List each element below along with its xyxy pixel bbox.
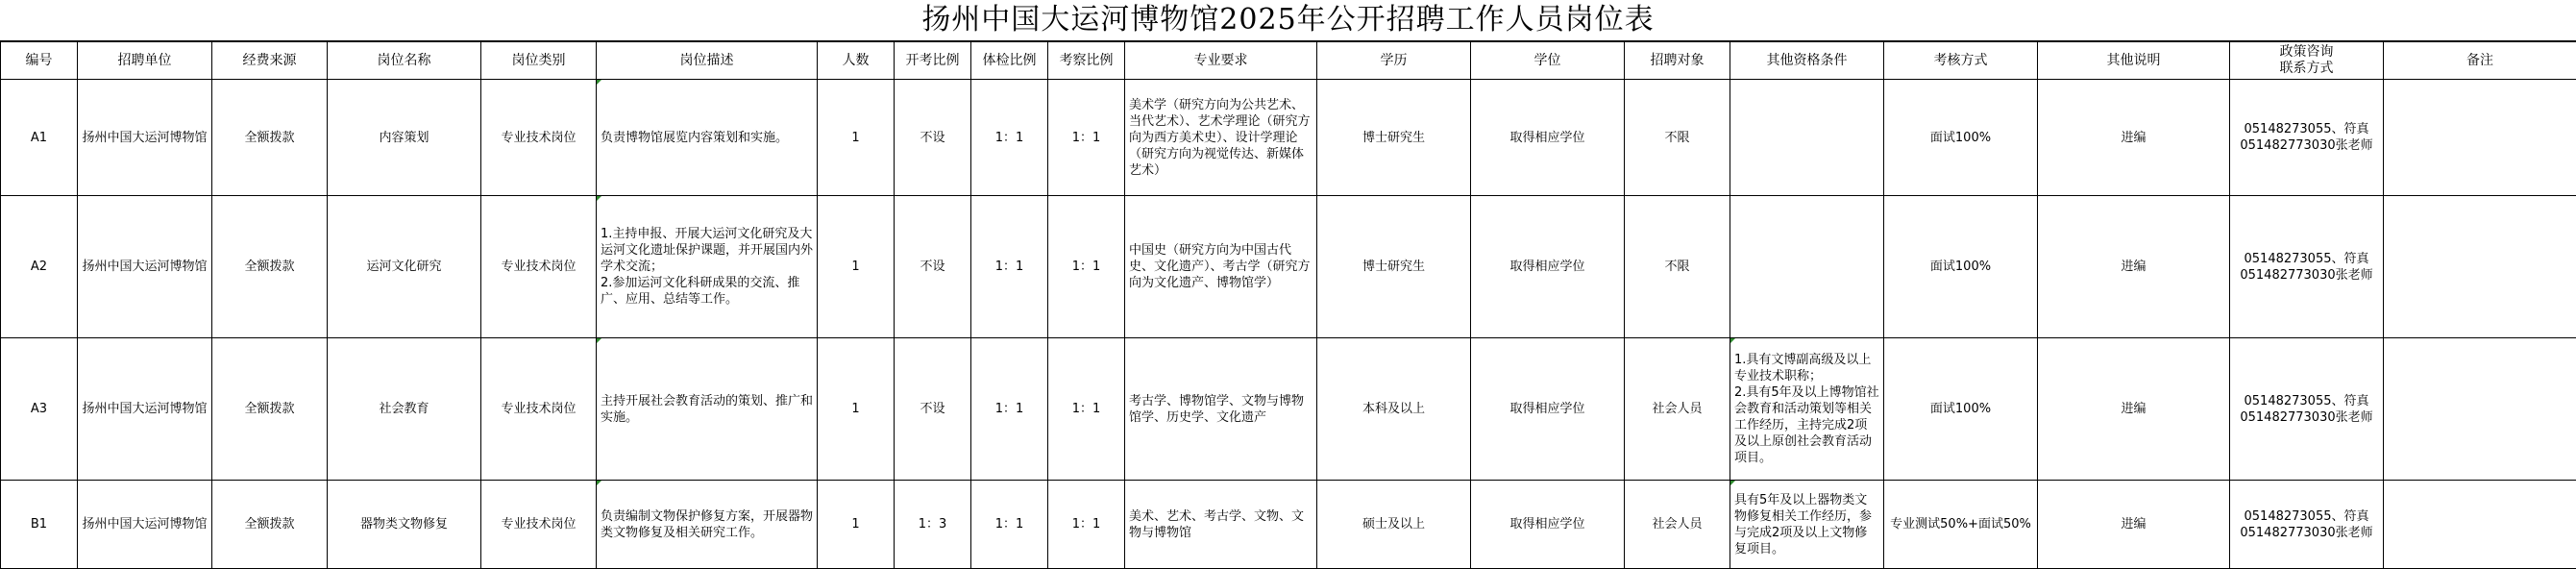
major-requirement: 美术学（研究方向为公共艺术、当代艺术）、艺术学理论（研究方向为西方美术史）、设计学理论（研究方向为视觉传达、新媒体艺术） xyxy=(1129,97,1313,179)
column-header: 岗位名称 xyxy=(328,42,481,80)
inspection-ratio: 1：1 xyxy=(1052,259,1120,275)
post-name: 社会教育 xyxy=(331,401,477,417)
recruit-target-cell xyxy=(1625,481,1730,569)
sheet-title: 扬州中国大运河博物馆2025年公开招聘工作人员岗位表 xyxy=(0,0,2576,41)
post-description: 1.主持申报、开展大运河文化研究及大运河文化遗址保护课题，并开展国内外学术交流； 2.参加运河文化科研成果的交流、推广、应用、总结等工作。 xyxy=(601,226,813,308)
headcount: 1 xyxy=(822,259,890,275)
exam-ratio: 1：3 xyxy=(898,516,967,532)
column-header: 开考比例 xyxy=(895,42,971,80)
funding-source-cell xyxy=(212,481,328,569)
inspection-ratio: 1：1 xyxy=(1052,130,1120,146)
post-description-cell xyxy=(597,338,818,481)
major-requirement-cell xyxy=(1125,80,1317,196)
medical-ratio: 1：1 xyxy=(975,259,1043,275)
inspection-ratio-cell xyxy=(1048,338,1125,481)
row-id-cell xyxy=(1,481,78,569)
remark-cell xyxy=(2384,481,2576,569)
degree-cell xyxy=(1471,80,1625,196)
post-name-cell xyxy=(328,338,481,481)
headcount: 1 xyxy=(822,130,890,146)
major-requirement-cell xyxy=(1125,481,1317,569)
table-row xyxy=(1,80,2576,196)
remark-cell xyxy=(2384,80,2576,196)
post-category-cell xyxy=(481,196,597,338)
column-header: 人数 xyxy=(818,42,895,80)
column-header: 其他说明 xyxy=(2038,42,2230,80)
exam-ratio: 不设 xyxy=(898,401,967,417)
funding-source: 全额拨款 xyxy=(216,259,323,275)
post-description: 负责编制文物保护修复方案，开展器物类文物修复及相关研究工作。 xyxy=(601,508,813,541)
inspection-ratio-cell xyxy=(1048,196,1125,338)
assessment-method: 面试100% xyxy=(1888,259,2033,275)
recruit-target-cell xyxy=(1625,338,1730,481)
education: 博士研究生 xyxy=(1321,130,1466,146)
assessment-method: 面试100% xyxy=(1888,130,2033,146)
degree: 取得相应学位 xyxy=(1475,401,1620,417)
headcount-cell xyxy=(818,338,895,481)
column-header: 政策咨询 联系方式 xyxy=(2230,42,2384,80)
row-id: B1 xyxy=(5,516,73,532)
column-header: 学位 xyxy=(1471,42,1625,80)
post-description-cell xyxy=(597,196,818,338)
other-qualifications-cell xyxy=(1730,80,1884,196)
column-header: 招聘单位 xyxy=(78,42,212,80)
column-header: 专业要求 xyxy=(1125,42,1317,80)
other-qualifications: 1.具有文博副高级及以上专业技术职称； 2.具有5年及以上博物馆社会教育和活动策划等相关工作经历，主持完成2项及以上原创社会教育活动项目。 xyxy=(1734,352,1879,466)
other-qualifications: 具有5年及以上器物类文物修复相关工作经历，参与完成2项及以上文物修复项目。 xyxy=(1734,492,1879,557)
assessment-method-cell xyxy=(1884,80,2038,196)
assessment-method-cell xyxy=(1884,338,2038,481)
other-notes-cell xyxy=(2038,196,2230,338)
major-requirement-cell xyxy=(1125,338,1317,481)
education: 本科及以上 xyxy=(1321,401,1466,417)
other-notes: 进编 xyxy=(2042,259,2225,275)
medical-ratio-cell xyxy=(971,481,1048,569)
inspection-ratio: 1：1 xyxy=(1052,516,1120,532)
recruiting-unit-cell xyxy=(78,196,212,338)
column-header: 其他资格条件 xyxy=(1730,42,1884,80)
degree-cell xyxy=(1471,481,1625,569)
funding-source-cell xyxy=(212,338,328,481)
education: 硕士及以上 xyxy=(1321,516,1466,532)
exam-ratio-cell xyxy=(895,80,971,196)
recruiting-unit: 扬州中国大运河博物馆 xyxy=(82,516,208,532)
recruit-target: 社会人员 xyxy=(1629,401,1726,417)
assessment-method: 专业测试50%+面试50% xyxy=(1888,516,2033,532)
post-category: 专业技术岗位 xyxy=(485,401,592,417)
recruiting-unit-cell xyxy=(78,338,212,481)
recruiting-unit: 扬州中国大运河博物馆 xyxy=(82,259,208,275)
inspection-ratio-cell xyxy=(1048,80,1125,196)
headcount-cell xyxy=(818,481,895,569)
post-description-cell xyxy=(597,481,818,569)
exam-ratio-cell xyxy=(895,481,971,569)
degree-cell xyxy=(1471,196,1625,338)
headcount: 1 xyxy=(822,401,890,417)
post-category-cell xyxy=(481,338,597,481)
medical-ratio: 1：1 xyxy=(975,401,1043,417)
post-name: 器物类文物修复 xyxy=(331,516,477,532)
medical-ratio-cell xyxy=(971,338,1048,481)
post-name: 运河文化研究 xyxy=(331,259,477,275)
remark-cell xyxy=(2384,196,2576,338)
education-cell xyxy=(1317,481,1471,569)
policy-contact-cell xyxy=(2230,80,2384,196)
column-header: 学历 xyxy=(1317,42,1471,80)
assessment-method-cell xyxy=(1884,481,2038,569)
medical-ratio-cell xyxy=(971,196,1048,338)
column-header: 招聘对象 xyxy=(1625,42,1730,80)
policy-contact: 05148273055、符真 051482773030张老师 xyxy=(2234,121,2379,154)
row-id-cell xyxy=(1,338,78,481)
funding-source: 全额拨款 xyxy=(216,516,323,532)
other-qualifications-cell xyxy=(1730,481,1884,569)
recruiting-unit-cell xyxy=(78,80,212,196)
other-qualifications-cell xyxy=(1730,338,1884,481)
post-description: 负责博物馆展览内容策划和实施。 xyxy=(601,130,813,146)
policy-contact-cell xyxy=(2230,338,2384,481)
headcount: 1 xyxy=(822,516,890,532)
post-description-cell xyxy=(597,80,818,196)
education-cell xyxy=(1317,338,1471,481)
policy-contact: 05148273055、符真 051482773030张老师 xyxy=(2234,393,2379,426)
post-name-cell xyxy=(328,481,481,569)
post-category: 专业技术岗位 xyxy=(485,516,592,532)
table-row xyxy=(1,338,2576,481)
headcount-cell xyxy=(818,80,895,196)
medical-ratio: 1：1 xyxy=(975,130,1043,146)
exam-ratio-cell xyxy=(895,196,971,338)
funding-source-cell xyxy=(212,80,328,196)
post-name-cell xyxy=(328,80,481,196)
recruit-target: 不限 xyxy=(1629,259,1726,275)
column-header: 考核方式 xyxy=(1884,42,2038,80)
post-description: 主持开展社会教育活动的策划、推广和实施。 xyxy=(601,393,813,426)
row-id: A1 xyxy=(5,130,73,146)
positions-table xyxy=(0,41,2576,569)
funding-source-cell xyxy=(212,196,328,338)
major-requirement: 中国史（研究方向为中国古代史、文化遗产）、考古学（研究方向为文化遗产、博物馆学） xyxy=(1129,242,1313,291)
exam-ratio-cell xyxy=(895,338,971,481)
post-category: 专业技术岗位 xyxy=(485,259,592,275)
policy-contact-cell xyxy=(2230,196,2384,338)
policy-contact: 05148273055、符真 051482773030张老师 xyxy=(2234,251,2379,284)
inspection-ratio: 1：1 xyxy=(1052,401,1120,417)
other-notes: 进编 xyxy=(2042,130,2225,146)
degree: 取得相应学位 xyxy=(1475,259,1620,275)
post-category: 专业技术岗位 xyxy=(485,130,592,146)
other-notes-cell xyxy=(2038,80,2230,196)
remark-cell xyxy=(2384,338,2576,481)
degree-cell xyxy=(1471,338,1625,481)
row-id-cell xyxy=(1,196,78,338)
policy-contact-cell xyxy=(2230,481,2384,569)
other-qualifications-cell xyxy=(1730,196,1884,338)
column-header: 备注 xyxy=(2384,42,2576,80)
table-row xyxy=(1,196,2576,338)
column-header: 编号 xyxy=(1,42,78,80)
table-row xyxy=(1,481,2576,569)
column-header: 考察比例 xyxy=(1048,42,1125,80)
medical-ratio: 1：1 xyxy=(975,516,1043,532)
recruit-target-cell xyxy=(1625,196,1730,338)
row-id: A3 xyxy=(5,401,73,417)
recruit-target: 不限 xyxy=(1629,130,1726,146)
column-header: 体检比例 xyxy=(971,42,1048,80)
degree: 取得相应学位 xyxy=(1475,516,1620,532)
column-header: 经费来源 xyxy=(212,42,328,80)
education-cell xyxy=(1317,196,1471,338)
column-header: 岗位描述 xyxy=(597,42,818,80)
education: 博士研究生 xyxy=(1321,259,1466,275)
post-category-cell xyxy=(481,80,597,196)
major-requirement: 美术、艺术、考古学、文物、文物与博物馆 xyxy=(1129,508,1313,541)
row-id-cell xyxy=(1,80,78,196)
headcount-cell xyxy=(818,196,895,338)
inspection-ratio-cell xyxy=(1048,481,1125,569)
major-requirement: 考古学、博物馆学、文物与博物馆学、历史学、文化遗产 xyxy=(1129,393,1313,426)
header-row xyxy=(1,42,2576,80)
post-name-cell xyxy=(328,196,481,338)
recruiting-unit: 扬州中国大运河博物馆 xyxy=(82,130,208,146)
recruiting-unit: 扬州中国大运河博物馆 xyxy=(82,401,208,417)
medical-ratio-cell xyxy=(971,80,1048,196)
other-notes: 进编 xyxy=(2042,516,2225,532)
assessment-method-cell xyxy=(1884,196,2038,338)
education-cell xyxy=(1317,80,1471,196)
funding-source: 全额拨款 xyxy=(216,401,323,417)
row-id: A2 xyxy=(5,259,73,275)
exam-ratio: 不设 xyxy=(898,130,967,146)
major-requirement-cell xyxy=(1125,196,1317,338)
funding-source: 全额拨款 xyxy=(216,130,323,146)
column-header: 岗位类别 xyxy=(481,42,597,80)
recruiting-unit-cell xyxy=(78,481,212,569)
recruit-target: 社会人员 xyxy=(1629,516,1726,532)
assessment-method: 面试100% xyxy=(1888,401,2033,417)
other-notes-cell xyxy=(2038,338,2230,481)
post-category-cell xyxy=(481,481,597,569)
recruit-target-cell xyxy=(1625,80,1730,196)
policy-contact: 05148273055、符真 051482773030张老师 xyxy=(2234,508,2379,541)
degree: 取得相应学位 xyxy=(1475,130,1620,146)
post-name: 内容策划 xyxy=(331,130,477,146)
exam-ratio: 不设 xyxy=(898,259,967,275)
other-notes: 进编 xyxy=(2042,401,2225,417)
other-notes-cell xyxy=(2038,481,2230,569)
